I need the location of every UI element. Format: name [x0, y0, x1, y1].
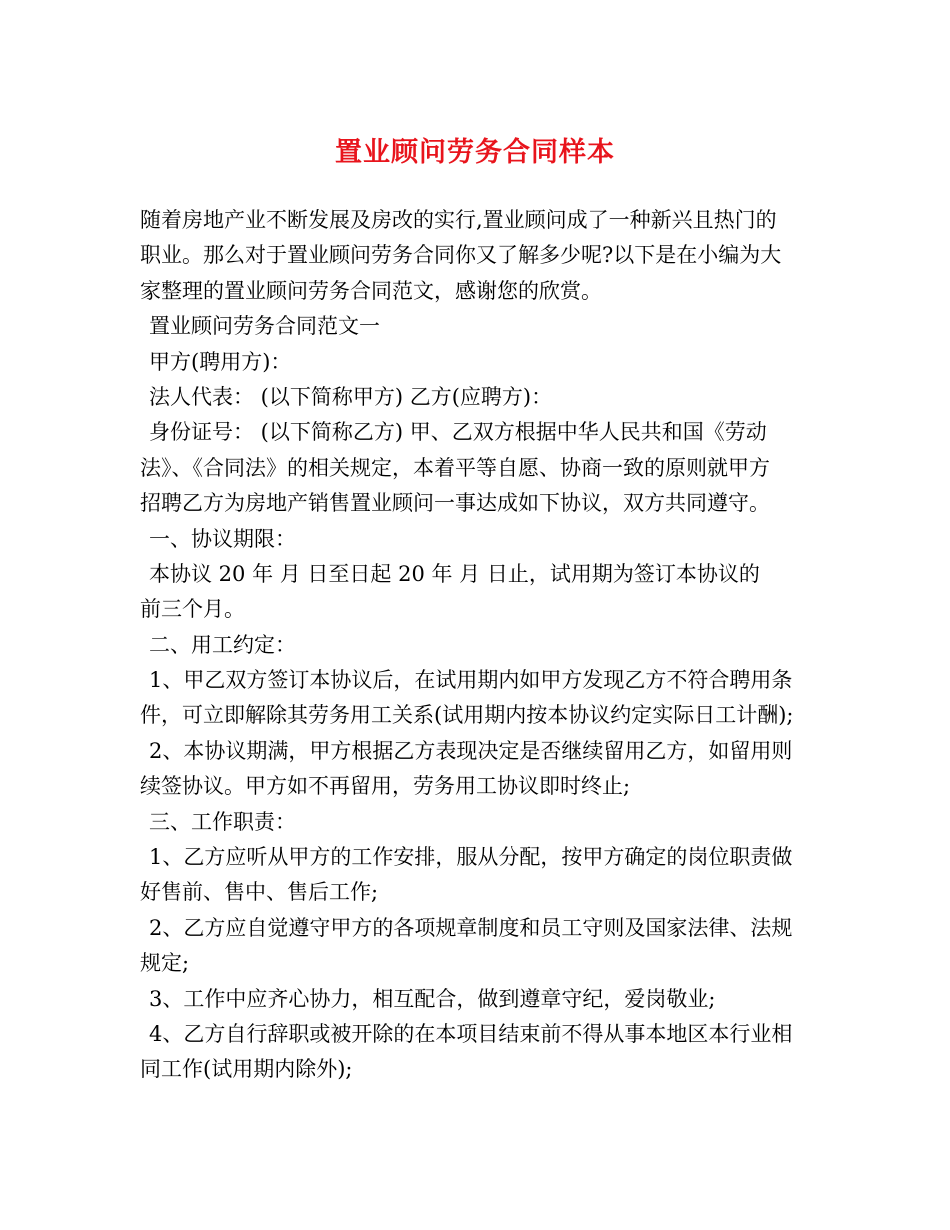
body-line: 二、用工约定：: [149, 632, 296, 657]
body-line: 续签协议。甲方如不再留用，劳务用工协议即时终止;: [140, 774, 631, 799]
body-line: 1、甲乙双方签订本协议后，在试用期内如甲方发现乙方不符合聘用条: [149, 668, 793, 693]
body-line: 法人代表： (以下简称甲方) 乙方(应聘方)：: [149, 384, 553, 409]
body-line: 三、工作职责：: [149, 809, 296, 834]
body-line: 随着房地产业不断发展及房改的实行,置业顾问成了一种新兴且热门的: [140, 208, 777, 232]
body-line: 2、本协议期满，甲方根据乙方表现决定是否继续留用乙方，如留用则: [149, 738, 793, 763]
body-line: 招聘乙方为房地产销售置业顾问一事达成如下协议，双方共同遵守。: [140, 491, 770, 516]
body-line: 同工作(试用期内除外);: [140, 1057, 353, 1082]
body-line: 一、协议期限：: [149, 526, 296, 551]
body-line: 甲方(聘用方)：: [149, 349, 292, 374]
document-title: 置业顾问劳务合同样本: [335, 137, 615, 168]
body-line: 职业。那么对于置业顾问劳务合同你又了解多少呢?以下是在小编为大: [140, 243, 782, 268]
body-line: 置业顾问劳务合同范文一: [149, 314, 380, 339]
body-line: 家整理的置业顾问劳务合同范文，感谢您的欣赏。: [140, 278, 602, 303]
body-line: 好售前、售中、售后工作;: [140, 880, 379, 905]
body-line: 件，可立即解除其劳务用工关系(试用期内按本协议约定实际日工计酬);: [140, 703, 794, 728]
body-line: 前三个月。: [140, 597, 245, 622]
body-line: 1、乙方应听从甲方的工作安排，服从分配，按甲方确定的岗位职责做: [149, 845, 793, 870]
document-body: [140, 203, 818, 1088]
body-line: 4、乙方自行辞职或被开除的在本项目结束前不得从事本地区本行业相: [149, 1021, 793, 1046]
body-line: 3、工作中应齐心协力，相互配合，做到遵章守纪，爱岗敬业;: [149, 986, 716, 1011]
body-line: 身份证号： (以下简称乙方) 甲、乙双方根据中华人民共和国《劳动: [149, 420, 767, 445]
body-line: 2、乙方应自觉遵守甲方的各项规章制度和员工守则及国家法律、法规: [149, 915, 793, 940]
body-line: 规定;: [140, 951, 190, 976]
body-line: 本协议 20 年 月 日至日起 20 年 月 日止，试用期为签订本协议的: [149, 561, 760, 586]
body-line: 法》、《合同法》的相关规定，本着平等自愿、协商一致的原则就甲方: [140, 455, 770, 480]
